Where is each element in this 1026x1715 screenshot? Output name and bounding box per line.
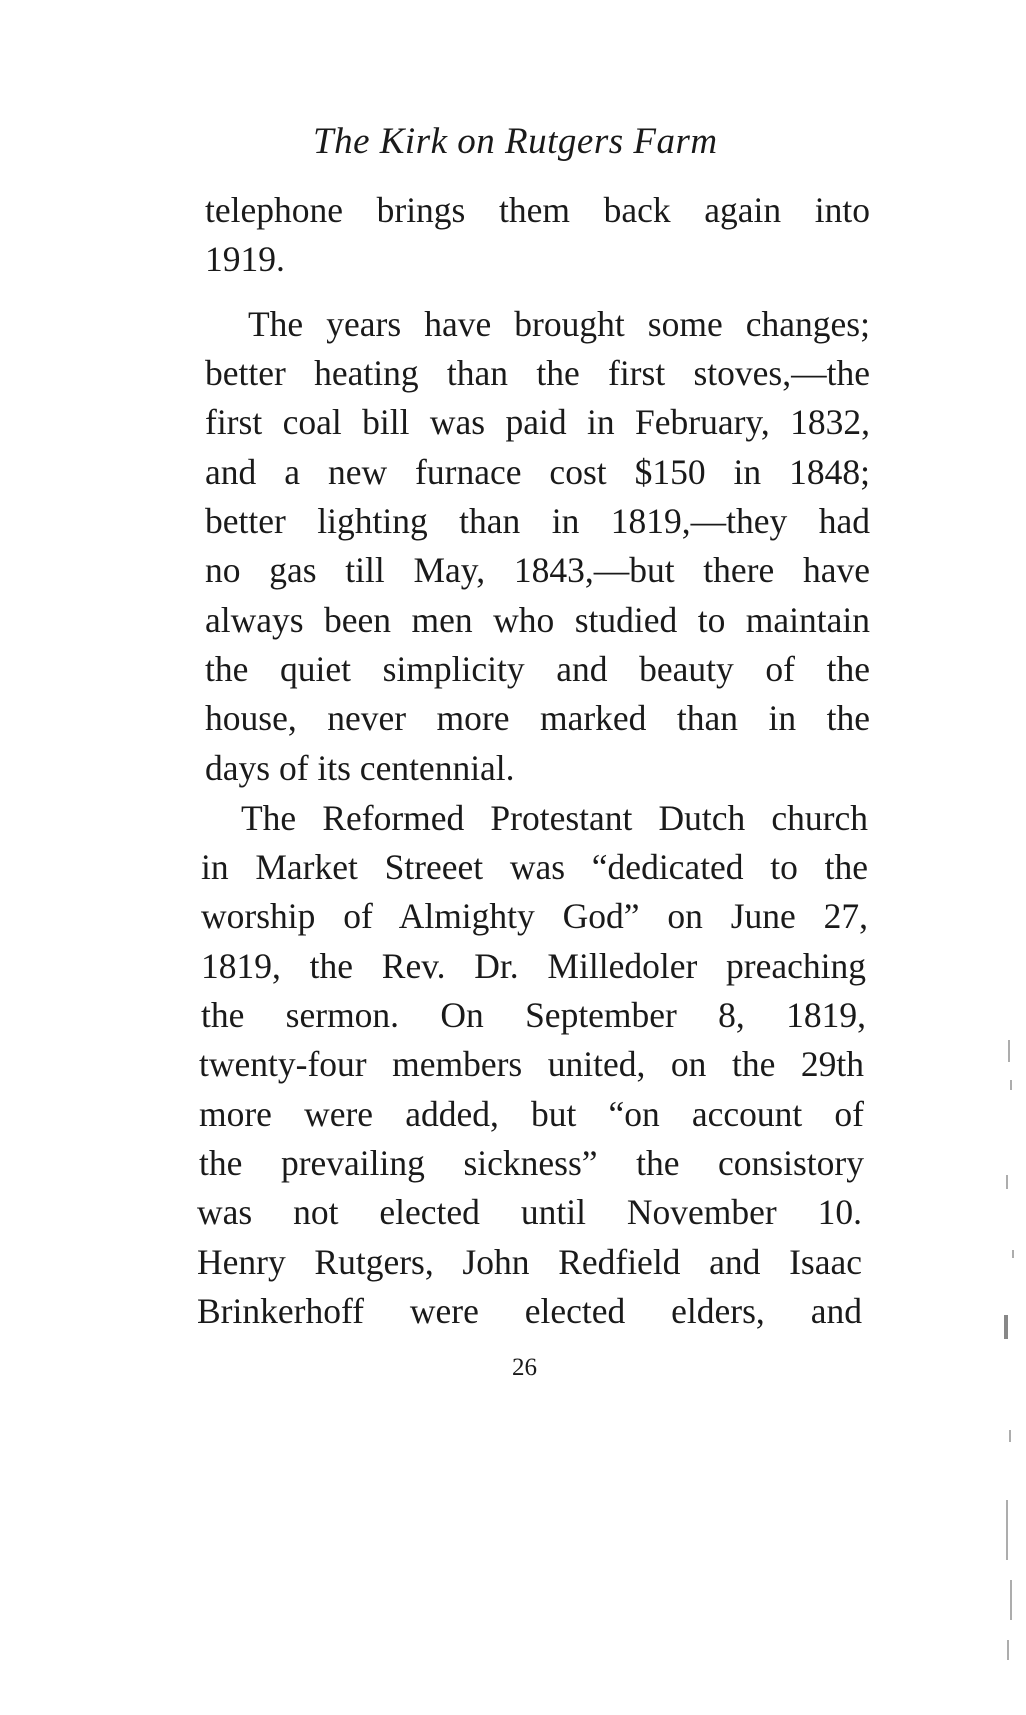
text-line: 1919. — [205, 239, 285, 279]
text-line: worship of Almighty God” on June 27, — [201, 896, 868, 936]
text-line: the quiet simplicity and beauty of the — [205, 649, 870, 689]
text-line: The years have brought some changes; — [248, 304, 870, 344]
text-line: always been men who studied to maintain — [205, 600, 870, 640]
text-line: Brinkerhoff were elected elders, and — [197, 1291, 862, 1331]
scan-speck — [1006, 1500, 1008, 1560]
text-line: the prevailing sickness” the consistory — [199, 1143, 864, 1183]
scan-speck — [1006, 1175, 1008, 1189]
text-line: Henry Rutgers, John Redfield and Isaac — [197, 1242, 862, 1282]
scan-speck — [1010, 1580, 1012, 1620]
text-line: the sermon. On September 8, 1819, — [201, 995, 866, 1035]
text-line: days of its centennial. — [205, 748, 515, 788]
text-line: 1819, the Rev. Dr. Milledoler preaching — [201, 946, 866, 986]
scan-speck — [1008, 1040, 1010, 1062]
text-line: and a new furnace cost $150 in 1848; — [205, 452, 870, 492]
page-number: 26 — [512, 1354, 537, 1381]
text-line: was not elected until November 10. — [197, 1192, 862, 1232]
running-title: The Kirk on Rutgers Farm — [313, 121, 718, 162]
text-line: house, never more marked than in the — [205, 698, 870, 738]
text-line: better lighting than in 1819,—they had — [205, 501, 870, 541]
text-line: telephone brings them back again into — [205, 190, 870, 230]
text-line: no gas till May, 1843,—but there have — [205, 550, 870, 590]
text-line: better heating than the first stoves,—the — [205, 353, 870, 393]
scan-speck — [1004, 1315, 1008, 1339]
scan-speck — [1010, 1080, 1012, 1090]
text-line: in Market Streeet was “dedicated to the — [201, 847, 868, 887]
text-line: twenty-four members united, on the 29th — [199, 1044, 864, 1084]
text-line: more were added, but “on account of — [199, 1094, 864, 1134]
text-line: The Reformed Protestant Dutch church — [241, 798, 868, 838]
scan-speck — [1007, 1640, 1009, 1660]
text-line: first coal bill was paid in February, 1832, — [205, 402, 870, 442]
scan-speck — [1009, 1430, 1011, 1442]
scan-speck — [1012, 1250, 1014, 1258]
